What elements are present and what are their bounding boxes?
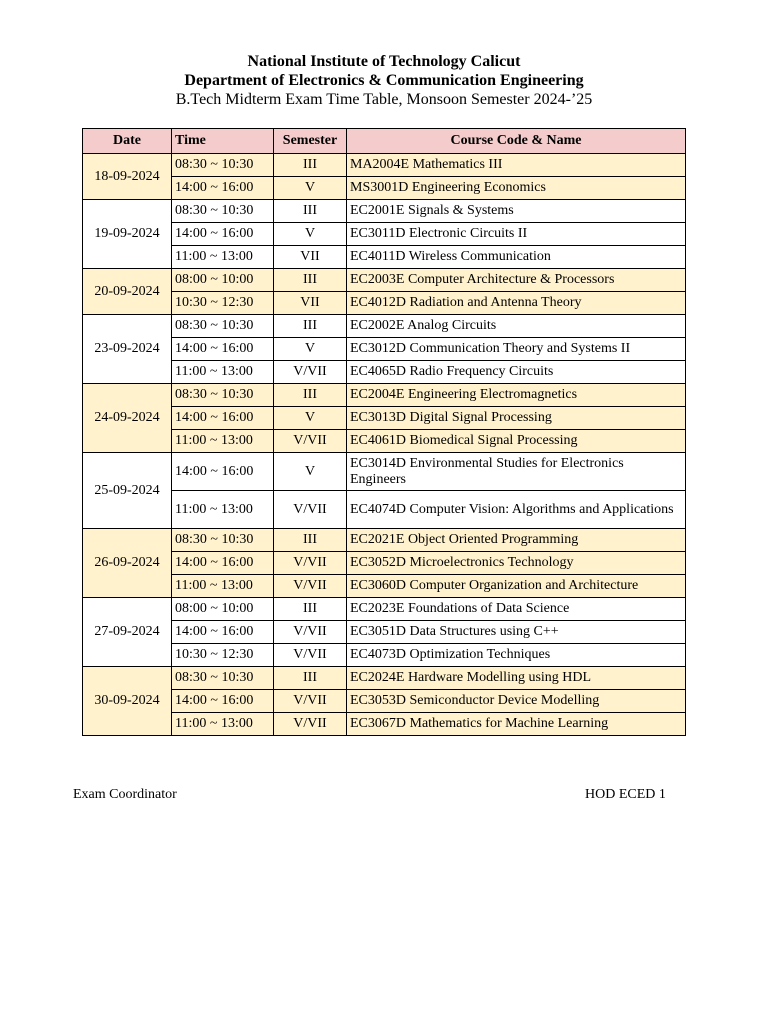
semester-cell: III: [274, 667, 347, 690]
table-row: [83, 575, 686, 598]
time-cell: 08:30 ~ 10:30: [172, 154, 274, 177]
course-cell: EC3013D Digital Signal Processing: [347, 407, 686, 430]
timetable-subtitle: B.Tech Midterm Exam Time Table, Monsoon Semester 2024-’25: [175, 91, 593, 108]
table-row: [83, 644, 686, 667]
course-cell: EC3053D Semiconductor Device Modelling: [347, 690, 686, 713]
table-row: [83, 407, 686, 430]
table-row: [83, 598, 686, 621]
semester-cell: III: [274, 384, 347, 407]
table-row: [83, 713, 686, 736]
table-row: [83, 200, 686, 223]
course-cell: EC3012D Communication Theory and Systems II: [347, 338, 686, 361]
time-cell: 14:00 ~ 16:00: [172, 223, 274, 246]
time-cell: 14:00 ~ 16:00: [172, 552, 274, 575]
semester-cell: V: [274, 223, 347, 246]
time-cell: 14:00 ~ 16:00: [172, 453, 274, 491]
date-cell: 19-09-2024: [83, 200, 172, 269]
course-cell: EC3051D Data Structures using C++: [347, 621, 686, 644]
course-cell: EC2001E Signals & Systems: [347, 200, 686, 223]
time-cell: 08:00 ~ 10:00: [172, 269, 274, 292]
table-row: [83, 338, 686, 361]
semester-cell: V/VII: [274, 621, 347, 644]
time-cell: 14:00 ~ 16:00: [172, 690, 274, 713]
course-cell: EC3014D Environmental Studies for Electronics Engineers: [347, 453, 686, 491]
course-cell: EC2023E Foundations of Data Science: [347, 598, 686, 621]
course-cell: EC4074D Computer Vision: Algorithms and Applications: [347, 491, 686, 529]
table-row: [83, 529, 686, 552]
course-cell: EC4061D Biomedical Signal Processing: [347, 430, 686, 453]
table-row: [83, 667, 686, 690]
semester-cell: V/VII: [274, 361, 347, 384]
table-header-row: [83, 129, 686, 154]
course-cell: EC2002E Analog Circuits: [347, 315, 686, 338]
semester-cell: V: [274, 407, 347, 430]
date-cell: 26-09-2024: [83, 529, 172, 598]
course-cell: EC4073D Optimization Techniques: [347, 644, 686, 667]
course-cell: MS3001D Engineering Economics: [347, 177, 686, 200]
semester-cell: III: [274, 598, 347, 621]
course-cell: MA2004E Mathematics III: [347, 154, 686, 177]
course-cell: EC4011D Wireless Communication: [347, 246, 686, 269]
time-cell: 08:00 ~ 10:00: [172, 598, 274, 621]
semester-cell: V/VII: [274, 491, 347, 529]
time-cell: 11:00 ~ 13:00: [172, 430, 274, 453]
semester-cell: III: [274, 529, 347, 552]
semester-cell: V: [274, 453, 347, 491]
table-row: [83, 552, 686, 575]
course-cell: EC4065D Radio Frequency Circuits: [347, 361, 686, 384]
course-cell: EC3067D Mathematics for Machine Learning: [347, 713, 686, 736]
course-cell: EC4012D Radiation and Antenna Theory: [347, 292, 686, 315]
time-cell: 14:00 ~ 16:00: [172, 621, 274, 644]
time-cell: 14:00 ~ 16:00: [172, 338, 274, 361]
date-cell: 24-09-2024: [83, 384, 172, 453]
document-header: [0, 52, 768, 109]
date-cell: 18-09-2024: [83, 154, 172, 200]
hod-signature: HOD ECED 1: [585, 787, 666, 802]
time-cell: 08:30 ~ 10:30: [172, 384, 274, 407]
table-row: [83, 453, 686, 491]
column-header-semester: Semester: [274, 129, 347, 154]
semester-cell: V: [274, 338, 347, 361]
semester-cell: V/VII: [274, 430, 347, 453]
time-cell: 08:30 ~ 10:30: [172, 667, 274, 690]
semester-cell: V/VII: [274, 713, 347, 736]
time-cell: 11:00 ~ 13:00: [172, 575, 274, 598]
semester-cell: III: [274, 315, 347, 338]
time-cell: 11:00 ~ 13:00: [172, 361, 274, 384]
date-cell: 23-09-2024: [83, 315, 172, 384]
time-cell: 14:00 ~ 16:00: [172, 407, 274, 430]
table-row: [83, 315, 686, 338]
semester-cell: V/VII: [274, 552, 347, 575]
table-body: [83, 154, 686, 736]
time-cell: 11:00 ~ 13:00: [172, 713, 274, 736]
table-row: [83, 177, 686, 200]
time-cell: 10:30 ~ 12:30: [172, 644, 274, 667]
time-cell: 08:30 ~ 10:30: [172, 315, 274, 338]
table-row: [83, 690, 686, 713]
time-cell: 11:00 ~ 13:00: [172, 491, 274, 529]
semester-cell: III: [274, 269, 347, 292]
table-row: [83, 154, 686, 177]
date-cell: 20-09-2024: [83, 269, 172, 315]
semester-cell: V: [274, 177, 347, 200]
time-cell: 11:00 ~ 13:00: [172, 246, 274, 269]
time-cell: 10:30 ~ 12:30: [172, 292, 274, 315]
semester-cell: III: [274, 154, 347, 177]
course-cell: EC3060D Computer Organization and Architecture: [347, 575, 686, 598]
semester-cell: V/VII: [274, 690, 347, 713]
table-row: [83, 223, 686, 246]
column-header-time: Time: [172, 129, 274, 154]
table-row: [83, 430, 686, 453]
time-cell: 08:30 ~ 10:30: [172, 200, 274, 223]
date-cell: 30-09-2024: [83, 667, 172, 736]
date-cell: 25-09-2024: [83, 453, 172, 529]
department-name: Department of Electronics & Communication Engineering: [184, 72, 584, 89]
table-row: [83, 361, 686, 384]
course-cell: EC2024E Hardware Modelling using HDL: [347, 667, 686, 690]
semester-cell: V/VII: [274, 575, 347, 598]
exam-timetable: [82, 128, 686, 736]
table-row: [83, 621, 686, 644]
course-cell: EC3011D Electronic Circuits II: [347, 223, 686, 246]
semester-cell: VII: [274, 246, 347, 269]
semester-cell: III: [274, 200, 347, 223]
date-cell: 27-09-2024: [83, 598, 172, 667]
course-cell: EC2021E Object Oriented Programming: [347, 529, 686, 552]
time-cell: 14:00 ~ 16:00: [172, 177, 274, 200]
time-cell: 08:30 ~ 10:30: [172, 529, 274, 552]
semester-cell: VII: [274, 292, 347, 315]
semester-cell: V/VII: [274, 644, 347, 667]
course-cell: EC3052D Microelectronics Technology: [347, 552, 686, 575]
table-row: [83, 384, 686, 407]
exam-coordinator-signature: Exam Coordinator: [73, 787, 177, 802]
table-row: [83, 269, 686, 292]
table-row: [83, 246, 686, 269]
course-cell: EC2003E Computer Architecture & Processors: [347, 269, 686, 292]
course-cell: EC2004E Engineering Electromagnetics: [347, 384, 686, 407]
institute-name: National Institute of Technology Calicut: [247, 53, 521, 70]
table-row: [83, 491, 686, 529]
column-header-course: Course Code & Name: [347, 129, 686, 154]
column-header-date: Date: [83, 129, 172, 154]
table-row: [83, 292, 686, 315]
